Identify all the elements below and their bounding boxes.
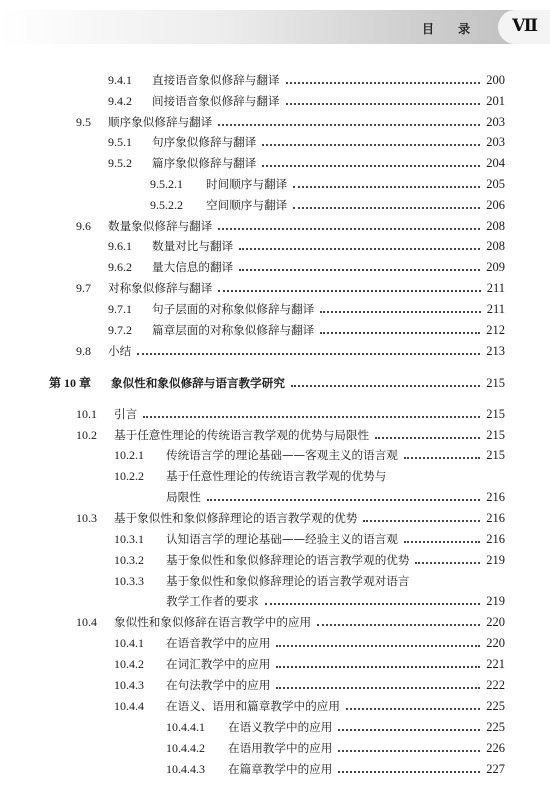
toc-entry[interactable]	[108, 92, 505, 110]
dot-leader	[286, 103, 481, 105]
dot-leader	[338, 750, 480, 752]
dot-leader	[239, 248, 480, 250]
dot-leader	[375, 437, 480, 439]
toc-entry[interactable]	[114, 634, 505, 652]
toc-entry[interactable]	[76, 217, 505, 235]
toc-entry-page: 208	[486, 239, 505, 253]
toc-entry-page: 206	[486, 198, 505, 212]
toc-entry-number: 9.5	[76, 115, 91, 129]
dot-leader	[293, 186, 480, 188]
toc-entry[interactable]	[76, 613, 505, 631]
toc-entry-title: 篇序象似修辞与翻译	[152, 156, 257, 170]
toc-entry[interactable]	[108, 258, 505, 276]
toc-entry[interactable]	[114, 697, 505, 715]
toc-entry-title: 直接语音象似修辞与翻译	[152, 73, 280, 87]
toc-entry-continuation[interactable]	[166, 592, 505, 610]
running-head-title: 目 录	[422, 22, 481, 36]
toc-entry[interactable]	[114, 655, 505, 673]
dot-leader	[338, 771, 480, 773]
toc-entry-title: 句子层面的对称象似修辞与翻译	[152, 302, 315, 316]
toc-entry-page: 226	[486, 741, 505, 755]
toc-entry-number: 9.7.2	[108, 323, 132, 337]
toc-entry[interactable]	[108, 300, 505, 318]
toc-entry[interactable]	[76, 405, 505, 423]
dot-leader	[218, 290, 480, 292]
toc-entry[interactable]	[150, 196, 505, 214]
toc-entry-title: 空间顺序与翻译	[206, 198, 288, 212]
toc-entry-number: 10.4.2	[114, 657, 144, 671]
toc-entry[interactable]	[166, 760, 505, 778]
toc-entry-title: 教学工作者的要求	[166, 594, 259, 608]
toc-entry-title: 基于象似性和象似修辞理论的语言教学观对语言	[166, 574, 410, 588]
toc-entry-page: 219	[486, 553, 505, 567]
dot-leader	[239, 269, 480, 271]
toc-entry[interactable]	[76, 113, 505, 131]
toc-entry[interactable]	[166, 718, 505, 736]
toc-entry-title: 对称象似修辞与翻译	[108, 281, 213, 295]
toc-entry-page: 220	[486, 636, 505, 650]
dot-leader	[317, 624, 480, 626]
toc-entry-page: 203	[486, 135, 505, 149]
toc-entry-page: 225	[486, 720, 505, 734]
toc-entry[interactable]	[76, 426, 505, 444]
toc-entry[interactable]	[114, 551, 505, 569]
toc-entry-page: 201	[486, 94, 505, 108]
toc-entry-number: 10.2.2	[114, 469, 144, 483]
dot-leader	[320, 332, 480, 334]
toc-entry-title: 局限性	[166, 490, 201, 504]
toc-entry-number: 9.4.1	[108, 73, 132, 87]
toc-entry-number: 10.4.4	[114, 699, 144, 713]
dot-leader	[338, 729, 480, 731]
toc-entry-title: 数量象似修辞与翻译	[108, 219, 213, 233]
toc-chapter-entry[interactable]	[49, 374, 505, 392]
toc-entry-page: 209	[486, 260, 505, 274]
toc-entry-number: 10.3.2	[114, 553, 144, 567]
toc-entry-number: 10.4	[76, 615, 97, 629]
toc-entry-page: 211	[486, 302, 505, 316]
toc-entry-title: 间接语音象似修辞与翻译	[152, 94, 280, 108]
toc-entry[interactable]	[76, 279, 505, 297]
toc-entry-number: 9.6.2	[108, 260, 132, 274]
dot-leader	[276, 666, 480, 668]
toc-entry-page: 203	[486, 115, 505, 129]
toc-entry-page: 222	[486, 678, 505, 692]
toc-entry-number: 10.2.1	[114, 448, 144, 462]
toc-entry-page: 216	[486, 490, 505, 504]
toc-entry-page: 208	[486, 219, 505, 233]
toc-entry-title: 顺序象似修辞与翻译	[108, 115, 213, 129]
dot-leader	[262, 144, 480, 146]
toc-entry-title: 在词汇教学中的应用	[166, 657, 271, 671]
toc-entry-number: 9.5.2.2	[150, 198, 183, 212]
dot-leader	[218, 124, 480, 126]
toc-entry-number: 9.6	[76, 219, 91, 233]
toc-entry-page: 215	[486, 407, 505, 421]
toc-entry-page: 216	[486, 511, 505, 525]
toc-entry-title: 小结	[108, 344, 132, 358]
toc-entry[interactable]	[114, 530, 505, 548]
toc-entry[interactable]	[166, 739, 505, 757]
toc-entry-number: 10.4.1	[114, 636, 144, 650]
toc-entry-number: 10.3.3	[114, 574, 144, 588]
dot-leader	[143, 416, 480, 418]
toc-entry-number: 9.7	[76, 281, 91, 295]
toc-entry-number: 10.2	[76, 428, 97, 442]
toc-entry-title: 在篇章教学中的应用	[228, 762, 333, 776]
toc-entry-title: 时间顺序与翻译	[206, 177, 288, 191]
toc-entry-number: 10.4.4.2	[166, 741, 205, 755]
toc-entry-title: 象似性和象似修辞在语言教学中的应用	[114, 615, 312, 629]
toc-entry-title: 在语义、语用和篇章教学中的应用	[166, 699, 340, 713]
toc-entry-page: 215	[486, 376, 505, 390]
toc-entry-page: 213	[486, 344, 505, 358]
dot-leader	[286, 82, 481, 84]
toc-entry-number: 9.7.1	[108, 302, 132, 316]
dot-leader	[415, 562, 480, 564]
toc-entry[interactable]	[114, 572, 505, 590]
toc-entry-number: 10.1	[76, 407, 97, 421]
toc-chapter-title: 象似性和象似修辞与语言教学研究	[111, 376, 285, 390]
dot-leader	[265, 603, 480, 605]
toc-entry[interactable]	[114, 467, 505, 485]
toc-entry-page: 220	[486, 615, 505, 629]
dot-leader	[276, 687, 480, 689]
dot-leader	[276, 645, 480, 647]
toc-entry[interactable]	[114, 676, 505, 694]
toc-entry-title: 在语用教学中的应用	[228, 741, 333, 755]
toc-entry-title: 基于象似性和象似修辞理论的语言教学观的优势	[166, 553, 410, 567]
dot-leader	[262, 165, 480, 167]
toc-entry-number: 9.5.1	[108, 135, 132, 149]
toc-entry-page: 227	[486, 762, 505, 776]
toc-entry-page: 212	[486, 323, 505, 337]
toc-entry-continuation[interactable]	[166, 488, 505, 506]
dot-leader	[346, 708, 480, 710]
toc-entry[interactable]	[76, 509, 505, 527]
dot-leader	[207, 499, 480, 501]
toc-entry-title: 篇章层面的对称象似修辞与翻译	[152, 323, 315, 337]
toc-entry[interactable]	[108, 154, 505, 172]
toc-entry-page: 221	[486, 657, 505, 671]
toc-entry[interactable]	[114, 446, 505, 464]
toc-entry-page: 211	[486, 281, 505, 295]
toc-chapter-number: 第 10 章	[49, 376, 92, 390]
toc-entry[interactable]	[108, 237, 505, 255]
toc-entry-number: 10.4.4.3	[166, 762, 205, 776]
dot-leader	[404, 541, 480, 543]
toc-entry-number: 9.5.2	[108, 156, 132, 170]
dot-leader	[320, 311, 480, 313]
toc-entry[interactable]	[76, 342, 505, 360]
toc-entry[interactable]	[108, 71, 505, 89]
toc-entry-page: 200	[486, 73, 505, 87]
toc-entry-title: 基于任意性理论的传统语言教学观的优势与	[166, 469, 387, 483]
toc-entry-number: 9.5.2.1	[150, 177, 183, 191]
dot-leader	[218, 228, 480, 230]
toc-entry-title: 基于象似性和象似修辞理论的语言教学观的优势	[114, 511, 358, 525]
page-number: Ⅶ	[512, 16, 538, 36]
toc-entry-title: 在句法教学中的应用	[166, 678, 271, 692]
toc-entry-number: 9.6.1	[108, 239, 132, 253]
dot-leader	[137, 353, 480, 355]
dot-leader	[363, 520, 480, 522]
dot-leader	[404, 457, 480, 459]
toc-entry-page: 219	[486, 594, 505, 608]
toc-entry[interactable]	[108, 133, 505, 151]
toc-entry-title: 在语义教学中的应用	[228, 720, 333, 734]
dot-leader	[291, 385, 480, 387]
toc-entry-page: 225	[486, 699, 505, 713]
toc-entry-number: 9.4.2	[108, 94, 132, 108]
toc-entry-page: 204	[486, 156, 505, 170]
toc-entry-page: 216	[486, 532, 505, 546]
toc-entry-page: 215	[486, 448, 505, 462]
toc-entry-title: 在语音教学中的应用	[166, 636, 271, 650]
toc-entry-page: 205	[486, 177, 505, 191]
toc-entry-title: 认知语言学的理论基础——经验主义的语言观	[166, 532, 398, 546]
toc-entry-title: 数量对比与翻译	[152, 239, 234, 253]
toc-entry-title: 量大信息的翻译	[152, 260, 234, 274]
toc-entry-title: 句序象似修辞与翻译	[152, 135, 257, 149]
toc-entry[interactable]	[108, 321, 505, 339]
toc-entry-number: 10.3.1	[114, 532, 144, 546]
toc-entry-title: 基于任意性理论的传统语言教学观的优势与局限性	[114, 428, 370, 442]
toc-entry-number: 9.8	[76, 344, 91, 358]
toc-entry-number: 10.4.4.1	[166, 720, 205, 734]
toc-entry-title: 传统语言学的理论基础——客观主义的语言观	[166, 448, 398, 462]
toc-entry-number: 10.4.3	[114, 678, 144, 692]
toc-entry[interactable]	[150, 175, 505, 193]
dot-leader	[293, 207, 480, 209]
toc-entry-number: 10.3	[76, 511, 97, 525]
toc-entry-title: 引言	[114, 407, 138, 421]
toc-entry-page: 215	[486, 428, 505, 442]
